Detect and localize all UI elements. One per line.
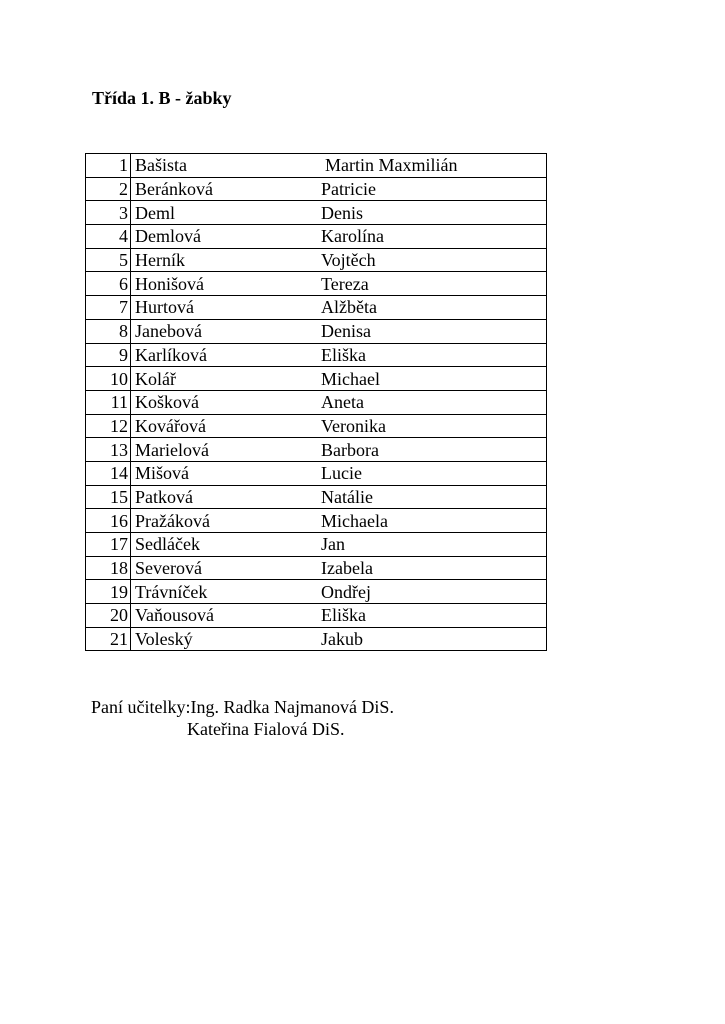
surname-cell: Patková xyxy=(131,485,318,509)
table-row xyxy=(86,438,547,462)
given-name-cell: Karolína xyxy=(317,225,547,249)
surname-cell: Herník xyxy=(131,248,318,272)
table-row xyxy=(86,296,547,320)
table-row xyxy=(86,580,547,604)
row-number: 16 xyxy=(86,509,131,533)
page-title: Třída 1. B - žabky xyxy=(92,88,232,108)
row-number: 4 xyxy=(86,225,131,249)
row-number: 8 xyxy=(86,319,131,343)
table-row xyxy=(86,556,547,580)
table-row xyxy=(86,343,547,367)
given-name-cell: Denis xyxy=(317,201,547,225)
table-row xyxy=(86,367,547,391)
surname-cell: Janebová xyxy=(131,319,318,343)
row-number: 3 xyxy=(86,201,131,225)
student-roster-table xyxy=(85,153,547,651)
table-row xyxy=(86,201,547,225)
surname-cell: Marielová xyxy=(131,438,318,462)
surname-cell: Pražáková xyxy=(131,509,318,533)
table-row xyxy=(86,461,547,485)
given-name-cell: Natálie xyxy=(317,485,547,509)
teachers-block xyxy=(91,696,394,740)
given-name-cell: Lucie xyxy=(317,461,547,485)
row-number: 18 xyxy=(86,556,131,580)
surname-cell: Hurtová xyxy=(131,296,318,320)
given-name-cell: Michaela xyxy=(317,509,547,533)
table-row xyxy=(86,509,547,533)
given-name-cell: Izabela xyxy=(317,556,547,580)
surname-cell: Demlová xyxy=(131,225,318,249)
table-row xyxy=(86,414,547,438)
table-row xyxy=(86,225,547,249)
table-row xyxy=(86,272,547,296)
given-name-cell: Martin Maxmilián xyxy=(317,154,547,178)
row-number: 21 xyxy=(86,627,131,651)
row-number: 19 xyxy=(86,580,131,604)
table-row xyxy=(86,604,547,628)
surname-cell: Honišová xyxy=(131,272,318,296)
surname-cell: Vaňousová xyxy=(131,604,318,628)
row-number: 5 xyxy=(86,248,131,272)
surname-cell: Beránková xyxy=(131,177,318,201)
row-number: 17 xyxy=(86,533,131,557)
given-name-cell: Eliška xyxy=(317,604,547,628)
given-name-cell: Patricie xyxy=(317,177,547,201)
table-row xyxy=(86,177,547,201)
surname-cell: Sedláček xyxy=(131,533,318,557)
row-number: 2 xyxy=(86,177,131,201)
row-number: 6 xyxy=(86,272,131,296)
given-name-cell: Veronika xyxy=(317,414,547,438)
surname-cell: Kovářová xyxy=(131,414,318,438)
given-name-cell: Ondřej xyxy=(317,580,547,604)
given-name-cell: Vojtěch xyxy=(317,248,547,272)
given-name-cell: Denisa xyxy=(317,319,547,343)
table-row xyxy=(86,319,547,343)
teachers-line-2: Kateřina Fialová DiS. xyxy=(187,719,345,739)
given-name-cell: Tereza xyxy=(317,272,547,296)
row-number: 7 xyxy=(86,296,131,320)
surname-cell: Bašista xyxy=(131,154,318,178)
given-name-cell: Barbora xyxy=(317,438,547,462)
surname-cell: Mišová xyxy=(131,461,318,485)
surname-cell: Kolář xyxy=(131,367,318,391)
table-row xyxy=(86,485,547,509)
surname-cell: Deml xyxy=(131,201,318,225)
row-number: 20 xyxy=(86,604,131,628)
roster-body xyxy=(86,154,547,651)
row-number: 1 xyxy=(86,154,131,178)
row-number: 13 xyxy=(86,438,131,462)
surname-cell: Trávníček xyxy=(131,580,318,604)
row-number: 9 xyxy=(86,343,131,367)
row-number: 15 xyxy=(86,485,131,509)
given-name-cell: Aneta xyxy=(317,390,547,414)
table-row xyxy=(86,533,547,557)
surname-cell: Severová xyxy=(131,556,318,580)
table-row xyxy=(86,154,547,178)
surname-cell: Košková xyxy=(131,390,318,414)
given-name-cell: Michael xyxy=(317,367,547,391)
surname-cell: Voleský xyxy=(131,627,318,651)
given-name-cell: Alžběta xyxy=(317,296,547,320)
row-number: 11 xyxy=(86,390,131,414)
given-name-cell: Eliška xyxy=(317,343,547,367)
given-name-cell: Jakub xyxy=(317,627,547,651)
row-number: 10 xyxy=(86,367,131,391)
table-row xyxy=(86,627,547,651)
row-number: 14 xyxy=(86,461,131,485)
table-row xyxy=(86,248,547,272)
surname-cell: Karlíková xyxy=(131,343,318,367)
table-row xyxy=(86,390,547,414)
given-name-cell: Jan xyxy=(317,533,547,557)
row-number: 12 xyxy=(86,414,131,438)
teachers-line-1: Paní učitelky:Ing. Radka Najmanová DiS. xyxy=(91,697,394,717)
